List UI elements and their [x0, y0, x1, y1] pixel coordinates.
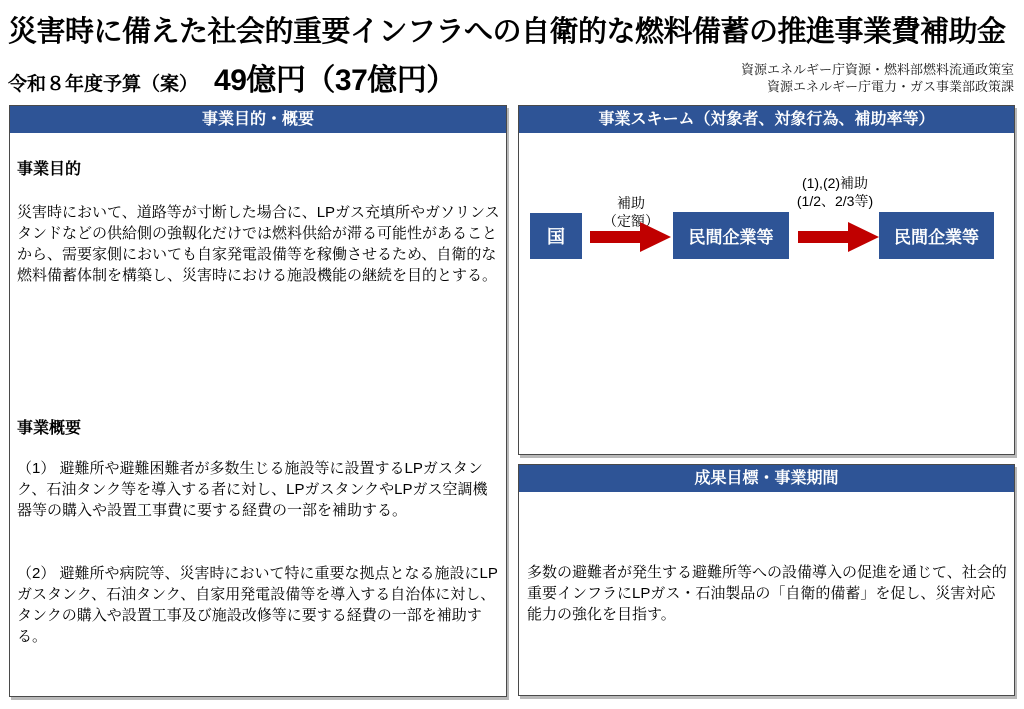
scheme-panel [518, 105, 1015, 455]
scheme-node-private-company-1: 民間企業等 [673, 212, 789, 259]
agency-line-2: 資源エネルギー庁電力・ガス事業部政策課 [766, 79, 1014, 94]
arrow1-label-line1: 補助 [617, 195, 645, 211]
arrow2-label-line2: (1/2、2/3等) [796, 193, 874, 209]
purpose-text: 災害時において、道路等が寸断した場合に、LPガス充填所やガソリンスタンドなどの供給側の強靱化だけでは燃料供給が滞る可能性があることから、需要家側においても自家発電設備等を稼働させるため、自衛的な燃料備蓄体制を構築し、災害時における施設機能の継続を目的とする。 [17, 204, 500, 284]
scheme-node-national-government: 国 [530, 213, 582, 259]
agency-credit [741, 61, 1014, 95]
purpose-overview-panel [9, 105, 507, 697]
budget-line [8, 55, 456, 99]
agency-line-1: 資源エネルギー庁資源・燃料部燃料流通政策室 [740, 62, 1014, 77]
overview-heading: 事業概要 [17, 420, 82, 437]
outcome-panel [518, 464, 1015, 696]
overview-item-1: （1） 避難所や避難困難者が多数生じる施設等に設置するLPガスタンク、石油タンク等を導入する者に対し、LPガスタンクやLPガス空調機器等の購入や設置工事費に要する経費の一部を補助する。 [17, 460, 488, 519]
arrow2-label-line1: (1),(2)補助 [801, 175, 869, 191]
arrow1-label-line2: （定額） [603, 213, 659, 229]
arrow2-label [765, 174, 905, 210]
flow-arrow-icon [590, 220, 672, 254]
scheme-node-private-company-2: 民間企業等 [879, 212, 994, 259]
fiscal-year-label: 令和８年度予算（案） [8, 74, 199, 95]
overview-item-2: （2） 避難所や病院等、災害時において特に重要な拠点となる施設にLPガスタンク、石油タンク、自家用発電設備等を導入する自治体に対し、タンクの購入や設置工事及び施設改修等に要する経費の一部を補助する。 [17, 565, 498, 645]
purpose-heading: 事業目的 [17, 161, 82, 178]
scheme-panel-header: 事業スキーム（対象者、対象行為、補助率等） [519, 106, 1014, 133]
page-title: 災害時に備えた社会的重要インフラへの自衛的な燃料備蓄の推進事業費補助金 [8, 16, 1006, 48]
flow-arrow-icon [798, 220, 880, 254]
outcome-text: 多数の避難者が発生する避難所等への設備導入の促進を通じて、社会的重要インフラにLPガス・石油製品の「自衛的備蓄」を促し、災害対応能力の強化を目指す。 [527, 564, 1007, 623]
purpose-overview-panel-header: 事業目的・概要 [10, 106, 506, 133]
budget-amount: 49億円（37億円） [214, 64, 456, 97]
outcome-panel-header: 成果目標・事業期間 [519, 465, 1014, 492]
